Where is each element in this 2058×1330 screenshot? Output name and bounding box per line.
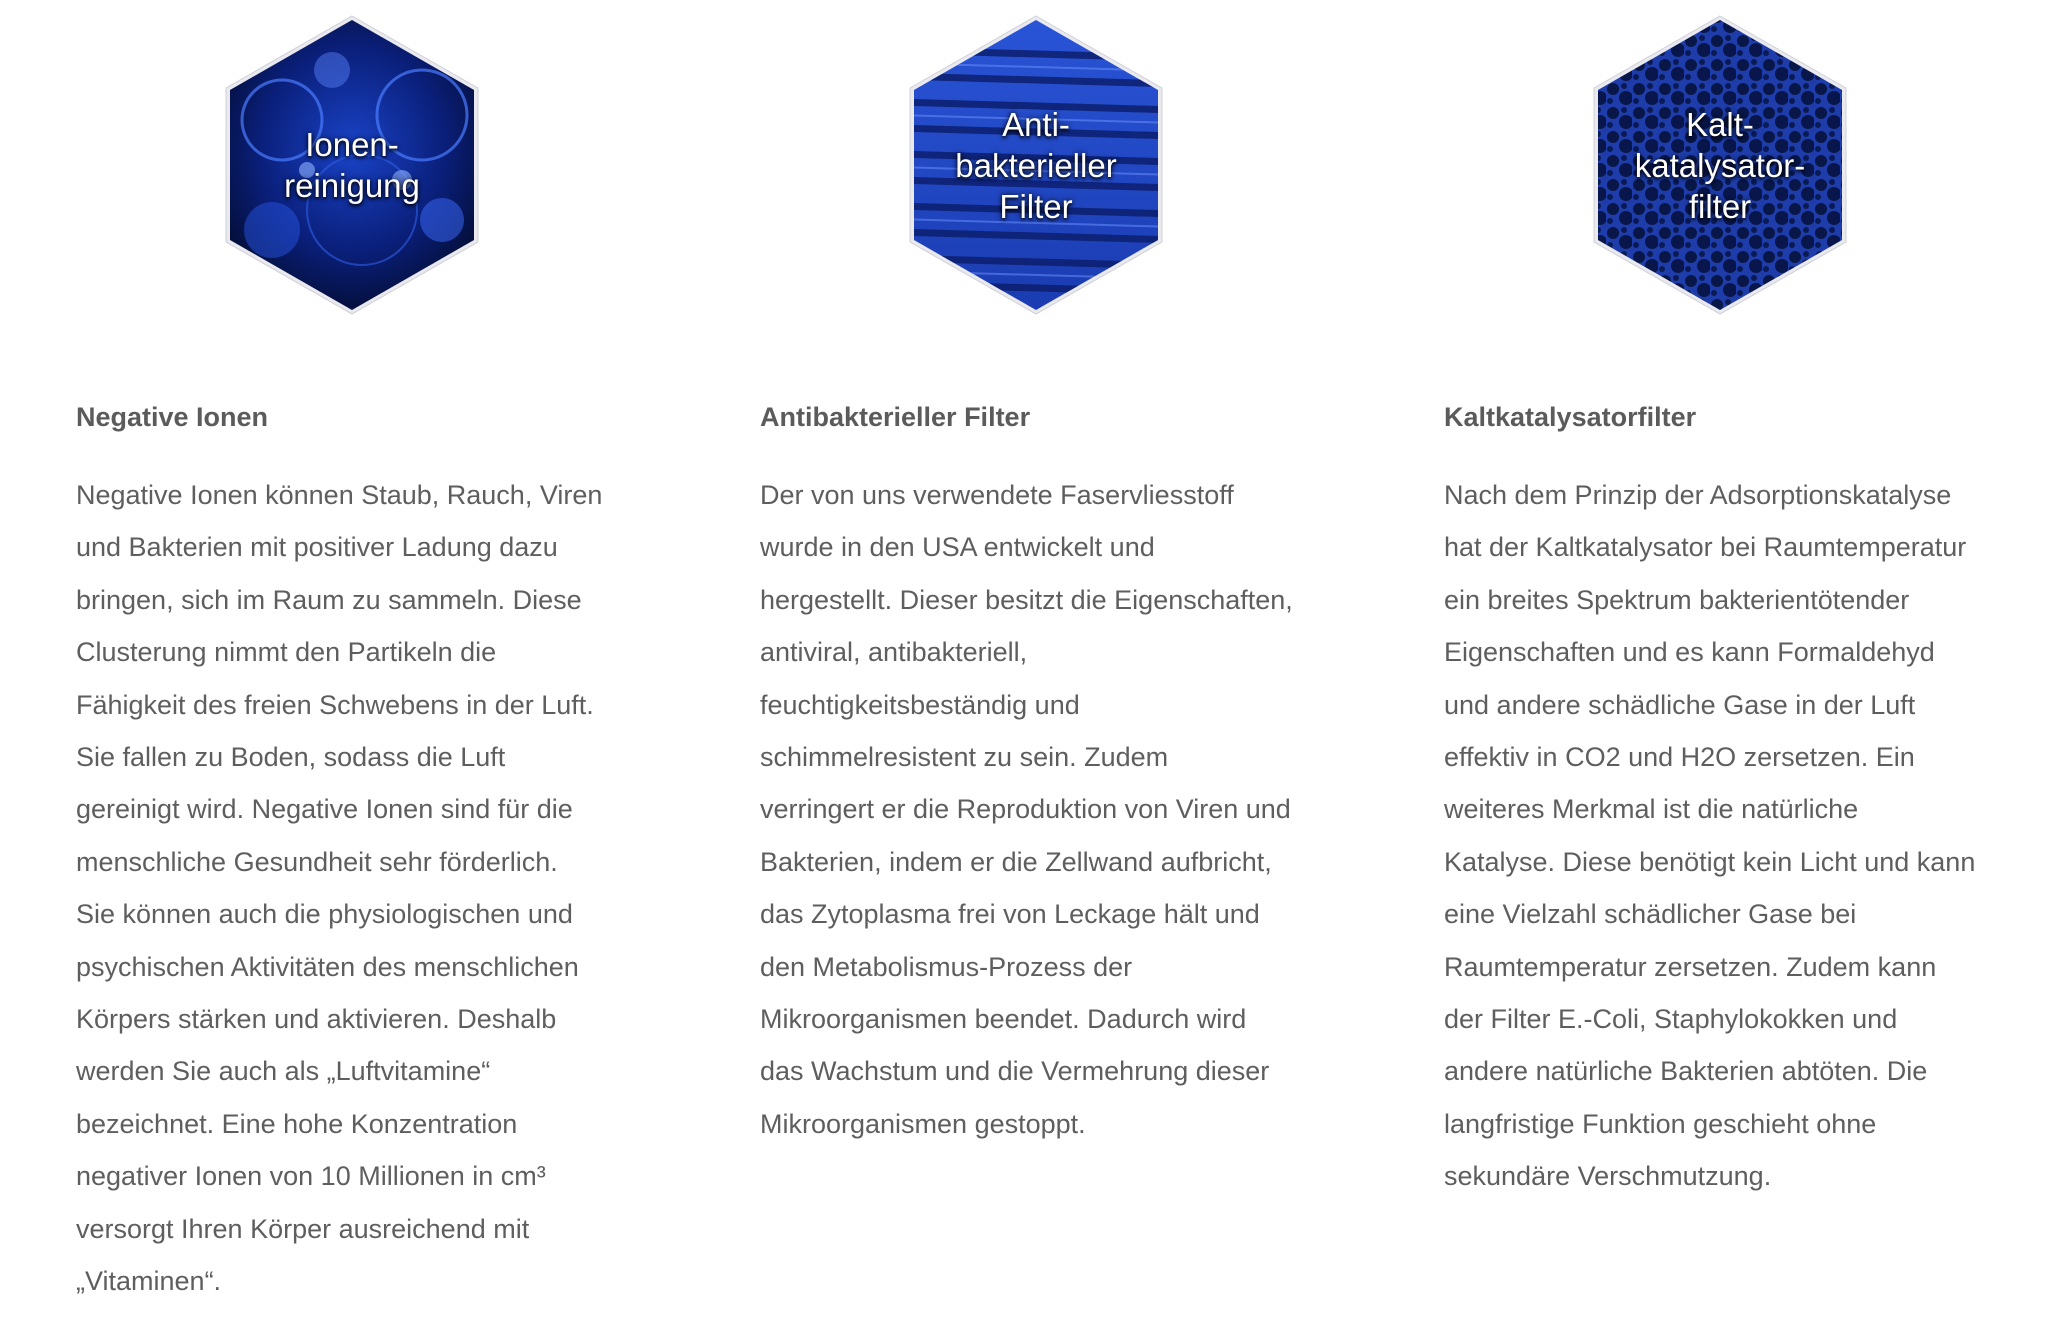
description-line: Negative Ionen können Staub, Rauch, Viren bbox=[76, 480, 603, 510]
description-line: Bakterien, indem er die Zellwand aufbricht, bbox=[760, 846, 1272, 877]
description-line: und Bakterien mit positiver Ladung dazu bbox=[76, 532, 558, 563]
feature-description bbox=[760, 469, 1320, 1150]
description-line: Katalyse. Diese benötigt kein Licht und kann bbox=[1444, 846, 1976, 877]
feature-title: Kaltkatalysatorfilter bbox=[1444, 402, 1697, 432]
description-line: antiviral, antibakteriell, bbox=[760, 637, 1028, 668]
description-line: bringen, sich im Raum zu sammeln. Diese bbox=[76, 584, 582, 615]
description-line: Sie können auch die physiologischen und bbox=[76, 899, 573, 930]
description-line: hat der Kaltkatalysator bei Raumtemperatur bbox=[1444, 532, 1967, 563]
description-line: Clusterung nimmt den Partikeln die bbox=[76, 637, 497, 668]
description-line: Eigenschaften und es kann Formaldehyd bbox=[1444, 637, 1935, 668]
description-line: weiteres Merkmal ist die natürliche bbox=[1444, 794, 1859, 825]
description-line: Sie fallen zu Boden, sodass die Luft bbox=[76, 742, 506, 773]
description-line: hergestellt. Dieser besitzt die Eigenschaften, bbox=[760, 584, 1293, 615]
feature-title: Negative Ionen bbox=[76, 402, 269, 432]
description-line: Raumtemperatur zersetzen. Zudem kann bbox=[1444, 951, 1937, 982]
description-line: menschliche Gesundheit sehr förderlich. bbox=[76, 846, 558, 877]
feature-description bbox=[1444, 469, 2004, 1203]
description-line: und andere schädliche Gase in der Luft bbox=[1444, 689, 1916, 720]
feature-column-antibacterial-filter bbox=[760, 0, 1320, 1330]
description-line: effektiv in CO2 und H2O zersetzen. Ein bbox=[1444, 742, 1915, 773]
description-line: psychischen Aktivitäten des menschlichen bbox=[76, 951, 579, 982]
description-line: Der von uns verwendete Faservliesstoff bbox=[760, 480, 1234, 510]
feature-column-negative-ions bbox=[76, 0, 636, 1330]
description-line: langfristige Funktion geschieht ohne bbox=[1444, 1108, 1877, 1139]
hexagon-label: Ionen- reinigung bbox=[284, 126, 420, 204]
description-line: feuchtigkeitsbeständig und bbox=[760, 689, 1080, 720]
description-line: versorgt Ihren Körper ausreichend mit bbox=[76, 1213, 530, 1244]
description-line: sekundäre Verschmutzung. bbox=[1444, 1161, 1772, 1192]
description-line: den Metabolismus-Prozess der bbox=[760, 951, 1133, 982]
description-line: negativer Ionen von 10 Millionen in cm³ bbox=[76, 1161, 546, 1192]
filter-hexagon-icon bbox=[896, 10, 1176, 320]
description-line: werden Sie auch als „Luftvitamine“ bbox=[76, 1056, 491, 1087]
description-line: „Vitaminen“. bbox=[76, 1266, 222, 1297]
feature-description bbox=[76, 469, 636, 1308]
description-line: gereinigt wird. Negative Ionen sind für die bbox=[76, 794, 573, 825]
feature-title: Antibakterieller Filter bbox=[760, 402, 1031, 432]
description-line: das Wachstum und die Vermehrung dieser bbox=[760, 1056, 1270, 1087]
catalyst-hexagon-icon bbox=[1580, 10, 1860, 320]
description-line: andere natürliche Bakterien abtöten. Die bbox=[1444, 1056, 1928, 1087]
description-line: Körpers stärken und aktivieren. Deshalb bbox=[76, 1004, 557, 1035]
hexagon-label: Anti- bakterieller Filter bbox=[955, 105, 1117, 225]
description-line: das Zytoplasma frei von Leckage hält und bbox=[760, 899, 1260, 930]
description-line: eine Vielzahl schädlicher Gase bei bbox=[1444, 899, 1857, 930]
hexagon-label: Kalt- katalysator- filter bbox=[1634, 105, 1806, 225]
description-line: der Filter E.-Coli, Staphylokokken und bbox=[1444, 1004, 1898, 1035]
description-line: schimmelresistent zu sein. Zudem bbox=[760, 742, 1169, 773]
description-line: Fähigkeit des freien Schwebens in der Luft. bbox=[76, 689, 594, 720]
description-line: ein breites Spektrum bakterientötender bbox=[1444, 584, 1910, 615]
description-line: bezeichnet. Eine hohe Konzentration bbox=[76, 1108, 518, 1139]
description-line: wurde in den USA entwickelt und bbox=[760, 532, 1155, 563]
description-line: Mikroorganismen beendet. Dadurch wird bbox=[760, 1004, 1247, 1035]
feature-column-cold-catalyst-filter bbox=[1444, 0, 2004, 1330]
description-line: Mikroorganismen gestoppt. bbox=[760, 1108, 1086, 1139]
description-line: Nach dem Prinzip der Adsorptionskatalyse bbox=[1444, 480, 1952, 510]
ions-hexagon-icon bbox=[212, 10, 492, 320]
description-line: verringert er die Reproduktion von Viren und bbox=[760, 794, 1291, 825]
